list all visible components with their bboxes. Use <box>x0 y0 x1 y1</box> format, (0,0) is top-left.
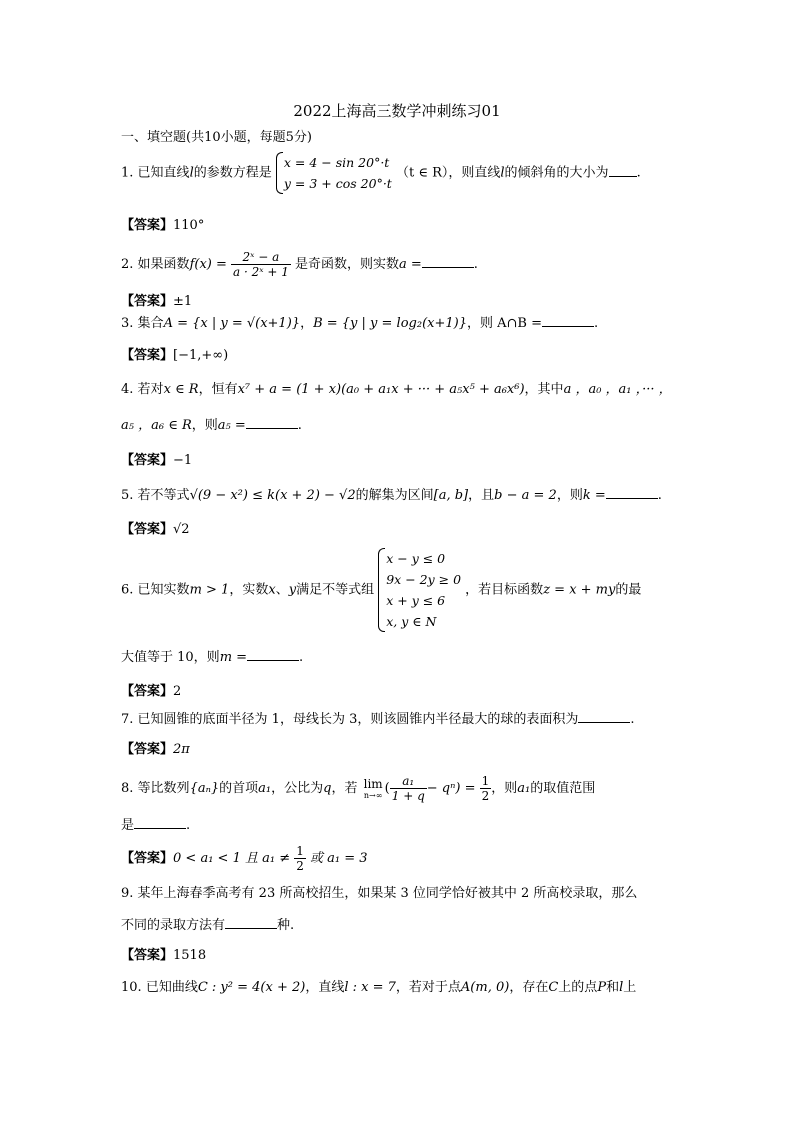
question-3: 3. 集合A = {x | y = √(x+1)}，B = {y | y = log₂(x+1)}，则 A∩B = . <box>121 316 599 331</box>
question-2: 2. 如果函数f(x) = $\frac{\text{2ˣ − a}}{\text{a · 2ˣ + 1}}$ 是奇函数，则实数a = . <box>121 250 478 279</box>
question-4-cont: a₅ ，a₆ ∈ R，则a₅ = . <box>121 418 302 433</box>
question-4: 4. 若对x ∈ R，恒有x⁷ + a = (1 + x)(a₀ + a₁x + ··· + a₅x⁵ + a₆x⁶)，其中a ，a₀ ，a₁ ，··· ， <box>121 382 672 397</box>
answer-5: 【答案】√2 <box>121 522 190 537</box>
answer-blank <box>422 255 474 268</box>
question-number: 1. <box>121 165 134 181</box>
question-9: 9. 某年上海春季高考有 23 所高校招生，如果某 3 位同学恰好被其中 2 所高校录取，那么 <box>121 886 638 901</box>
question-6: 6. 已知实数m > 1，实数x、y满足不等式组 x − y ≤ 0 9x − 2y ≥ 0 x + y ≤ 6 x, y ∈ N ，若目标函数z = x + my的最 <box>121 548 641 632</box>
question-10: 10. 已知曲线C : y² = 4(x + 2)，直线l : x = 7，若对于点A(m, 0)，存在C上的点P和l上 <box>121 980 637 995</box>
answer-9: 【答案】1518 <box>121 948 207 963</box>
answer-blank <box>134 816 186 829</box>
question-1: 1. 已知直线l的参数方程是 x = 4 − sin 20°·t y = 3 + cos 20°·t （t ∈ R），则直线l的倾斜角的大小为 . <box>121 152 641 194</box>
answer-blank <box>247 648 299 661</box>
question-8: 8. 等比数列{aₙ}的首项a₁，公比为q，若 lim n→∞ ( $\frac{\text{a₁}}{1 + q}$ − qⁿ) = $\frac{1}{2}$ ，则a₁的取值范围 <box>121 774 596 803</box>
question-6-line2: 大值等于 10，则m = . <box>121 650 304 665</box>
limit: lim n→∞ <box>363 777 383 800</box>
answer-6: 【答案】2 <box>121 684 182 699</box>
answer-2: 【答案】±1 <box>121 294 193 309</box>
question-9-cont: 不同的录取方法有 种. <box>121 918 295 933</box>
answer-7: 【答案】2π <box>121 742 190 757</box>
inequality-system: x − y ≤ 0 9x − 2y ≥ 0 x + y ≤ 6 x, y ∈ N <box>378 548 461 632</box>
fraction: $\frac{\text{2ˣ − a}}{\text{a · 2ˣ + 1}}$ <box>233 250 289 279</box>
question-7: 7. 已知圆锥的底面半径为 1，母线长为 3，则该圆锥内半径最大的球的表面积为 . <box>121 712 635 727</box>
fraction: $\frac{1}{2}$ <box>481 774 490 803</box>
equation-system: x = 4 − sin 20°·t y = 3 + cos 20°·t <box>276 152 392 194</box>
answer-4: 【答案】−1 <box>121 453 193 468</box>
answer-blank <box>578 710 630 723</box>
answer-blank <box>606 486 658 499</box>
question-8-cont: 是 . <box>121 818 191 833</box>
fraction: $\frac{\text{a₁}}{1 + q}$ <box>391 774 425 803</box>
answer-blank <box>609 164 637 177</box>
answer-blank <box>225 916 277 929</box>
answer-blank <box>542 314 594 327</box>
page-title: 2022上海高三数学冲刺练习01 <box>293 102 501 120</box>
answer-blank <box>246 416 298 429</box>
fraction: $\frac{1}{2}$ <box>296 844 304 873</box>
question-5: 5. 若不等式√(9 − x²) ≤ k(x + 2) − √2的解集为区间[a, b]，且b − a = 2，则k = . <box>121 488 662 503</box>
answer-1: 【答案】110° <box>121 218 205 233</box>
answer-3: 【答案】[−1,+∞) <box>121 348 229 363</box>
answer-8: 【答案】0 < a₁ < 1 且 a₁ ≠ $\frac{1}{2}$ 或 a₁ = 3 <box>121 844 368 873</box>
section-heading: 一、填空题(共10小题，每题5分) <box>121 130 312 145</box>
